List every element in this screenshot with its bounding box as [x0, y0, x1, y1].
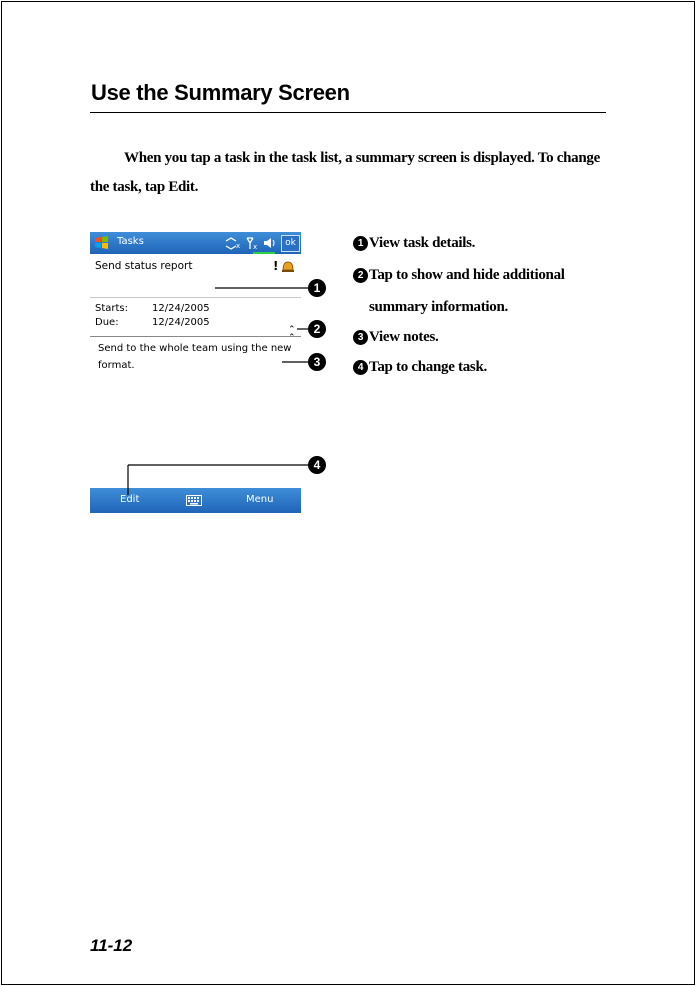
callout-marker-3: 3 [308, 353, 326, 371]
callout-number: 4 [353, 360, 368, 375]
callout-marker-2: 2 [308, 320, 326, 338]
title-divider [90, 112, 606, 113]
callout-marker-1: 1 [308, 279, 326, 297]
callout-item: 1 View task details. [353, 235, 475, 252]
connectivity-icons[interactable] [222, 235, 282, 251]
ok-button[interactable]: ok [281, 235, 300, 252]
due-value: 12/24/2005 [152, 317, 210, 328]
priority-reminder-icon [271, 258, 297, 274]
callout-number: 1 [353, 236, 368, 251]
notes-divider [90, 336, 301, 337]
svg-text:!: ! [273, 259, 279, 273]
starts-label: Starts: [95, 303, 129, 314]
notes-area[interactable] [98, 340, 298, 374]
app-title: Tasks [117, 236, 144, 247]
page-number: 11-12 [90, 936, 133, 955]
speaker-icon [264, 238, 274, 248]
intro-text: When you tap a task in the task list, a summary screen is displayed. To change the task, tap [90, 150, 600, 195]
menu-softkey[interactable]: Menu [246, 494, 274, 505]
battery-indicator [253, 252, 275, 254]
intro-emphasis: Edit [168, 179, 195, 195]
callout-marker-4: 4 [308, 456, 326, 474]
device-menu-bar [90, 488, 301, 513]
svg-text:x: x [236, 242, 241, 250]
edit-softkey[interactable]: Edit [120, 494, 140, 505]
notes-line: format. [98, 360, 135, 371]
svg-text:x: x [253, 243, 258, 251]
notes-line: Send to the whole team using the new [98, 343, 292, 354]
callout-item: 3 View notes. [353, 329, 438, 346]
collapse-chevron-icon[interactable]: ⌃ ⌃ [288, 325, 296, 343]
task-name: Send status report [95, 260, 193, 272]
intro-paragraph [90, 144, 610, 202]
device-title-bar [90, 232, 301, 254]
device-screenshot [90, 232, 301, 513]
intro-end: . [194, 179, 199, 195]
callout-item-continued: summary information. [369, 299, 508, 315]
keyboard-icon[interactable] [186, 495, 202, 506]
windows-start-icon[interactable] [93, 235, 113, 251]
callout-item: 2 Tap to show and hide additional [353, 267, 565, 284]
callout-number: 2 [353, 268, 368, 283]
sync-icon [226, 238, 236, 249]
detail-divider [90, 297, 301, 298]
starts-value: 12/24/2005 [152, 303, 210, 314]
page-title: Use the Summary Screen [91, 80, 350, 105]
callout-number: 3 [353, 330, 368, 345]
callout-item: 4 Tap to change task. [353, 359, 487, 376]
due-label: Due: [95, 317, 119, 328]
